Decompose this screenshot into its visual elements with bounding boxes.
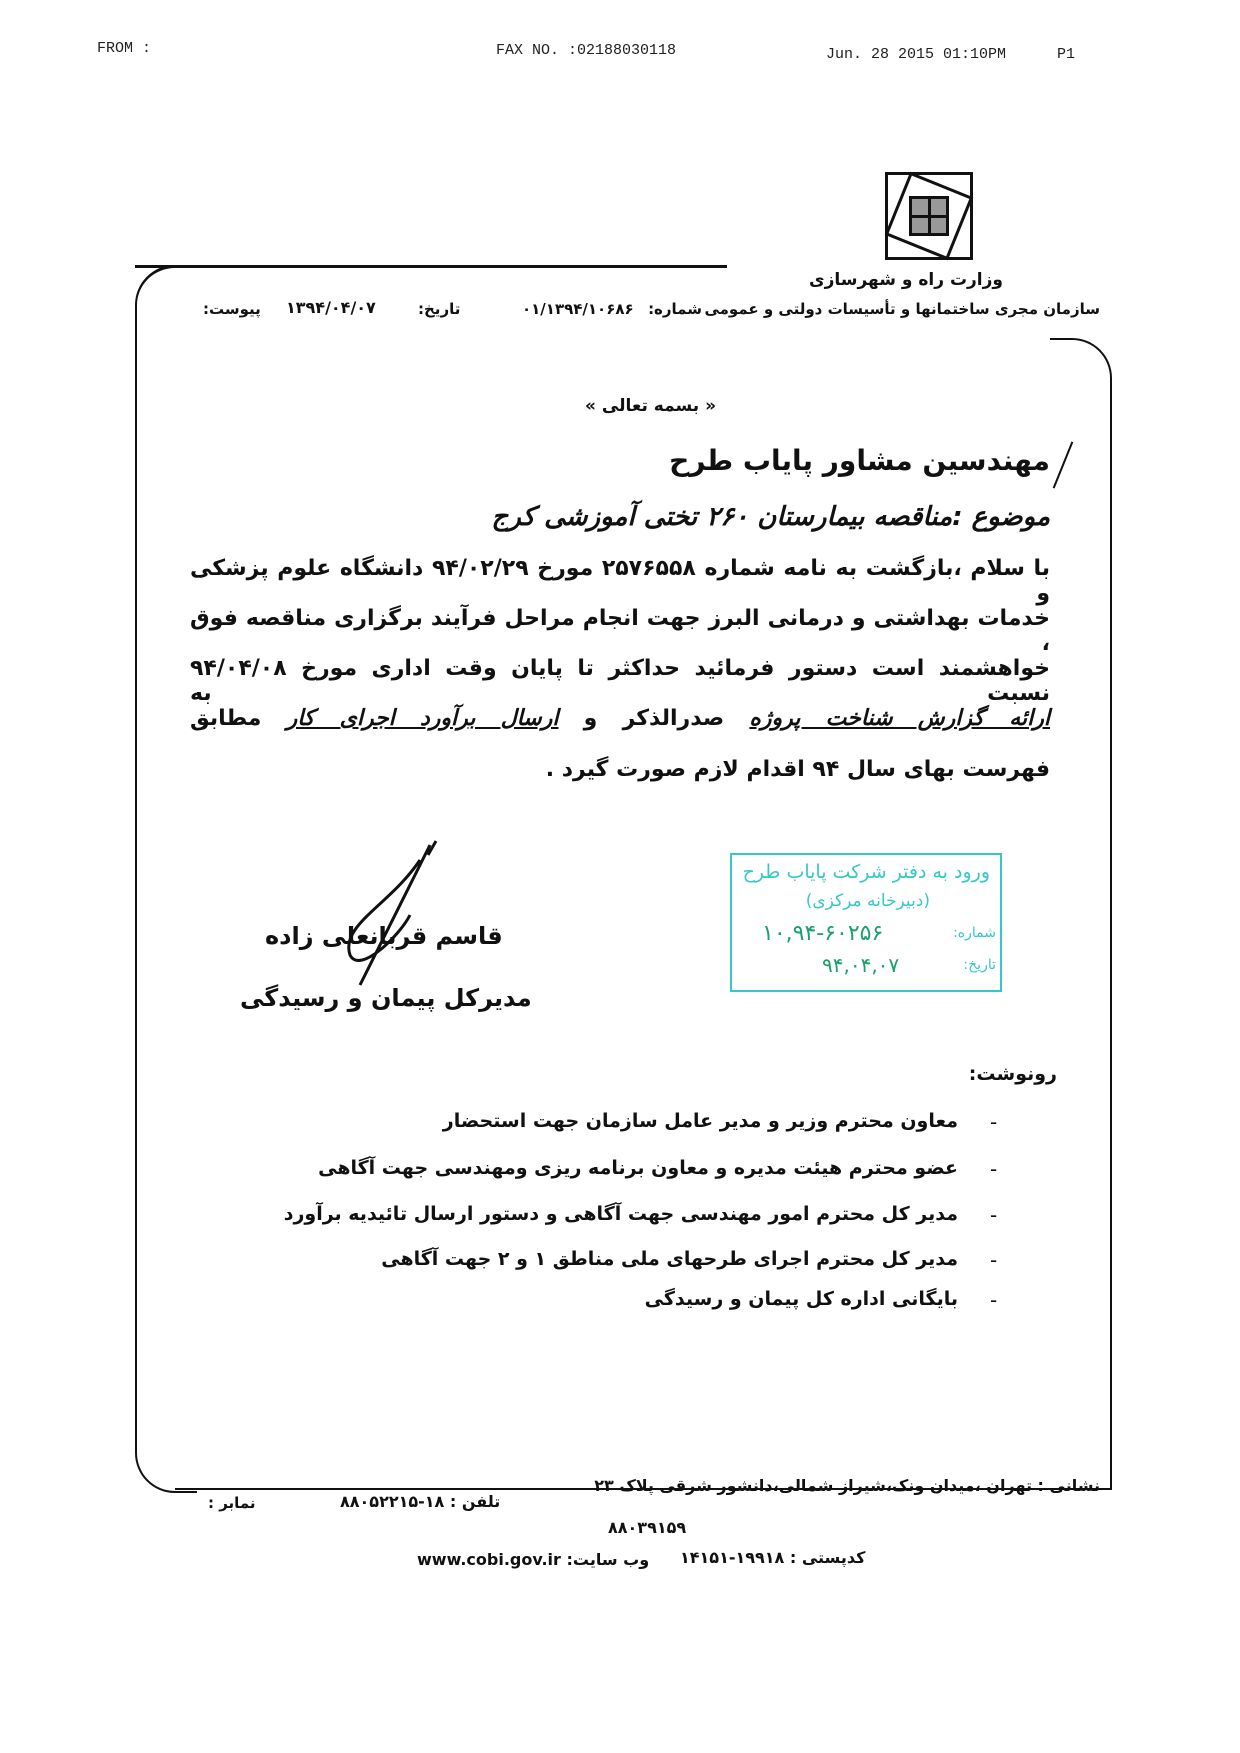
ministry-logo-icon — [885, 172, 973, 260]
organization-name: سازمان مجری ساختمانها و تأسیسات دولتی و عمومی — [704, 300, 1100, 318]
cc-item: مدیر کل محترم امور مهندسی جهت آگاهی و دستور ارسال تائیدیه برآورد — [283, 1203, 958, 1225]
cc-dash: - — [990, 1288, 998, 1312]
footer-fax-number: ۸۸۰۳۹۱۵۹ — [608, 1518, 687, 1537]
number-label: شماره: — [648, 300, 702, 318]
stamp-number-label: شماره: — [953, 925, 996, 941]
signatory-name: قاسم قربانعلی زاده — [265, 922, 503, 950]
cc-dash: - — [990, 1203, 998, 1227]
underlined-phrase-report: ارائه گزارش شناخت پروژه — [749, 706, 1050, 731]
body-line-5: فهرست بهای سال ۹۴ اقدام لازم صورت گیرد . — [545, 757, 1050, 782]
cc-dash: - — [990, 1110, 998, 1134]
cc-dash: - — [990, 1157, 998, 1181]
footer-website[interactable]: وب سایت: www.cobi.gov.ir — [417, 1550, 650, 1569]
stamp-date-label: تاریخ: — [963, 957, 996, 973]
cc-item: مدیر کل محترم اجرای طرحهای ملی مناطق ۱ و ۲ جهت آگاهی — [381, 1248, 958, 1270]
frame-right-line — [1050, 338, 1112, 1490]
letter-date: ۱۳۹۴/۰۴/۰۷ — [286, 298, 376, 317]
footer-fax-label: نمابر : — [208, 1494, 256, 1512]
date-label: تاریخ: — [418, 300, 461, 318]
letter-number: ۰۱/۱۳۹۴/۱۰۶۸۶ — [522, 300, 634, 318]
body-text: صدرالذکر و — [558, 706, 750, 731]
body-line-2: خدمات بهداشتی و درمانی البرز جهت انجام مراحل فرآیند برگزاری مناقصه فوق ، — [190, 606, 1050, 656]
body-line-1: با سلام ،بازگشت به نامه شماره ۲۵۷۶۵۵۸ مورخ ۹۴/۰۲/۲۹ دانشگاه علوم پزشکی و — [190, 556, 1050, 606]
stamp-date: ۹۴,۰۴,۰۷ — [822, 953, 900, 977]
fax-datetime: Jun. 28 2015 01:10PM — [826, 46, 1007, 63]
ministry-name: وزارت راه و شهرسازی — [808, 270, 1003, 290]
attachment-label: پیوست: — [203, 300, 261, 318]
subject: موضوع :مناقصه بیمارستان ۲۶۰ تختی آموزشی کرج — [491, 502, 1050, 532]
cc-dash: - — [990, 1248, 998, 1272]
fax-number: FAX NO. :02188030118 — [496, 42, 677, 59]
cc-item: عضو محترم هیئت مدیره و معاون برنامه ریزی ومهندسی جهت آگاهی — [318, 1157, 958, 1179]
body-line-4 — [190, 706, 1050, 731]
stamp-line-1: ورود به دفتر شرکت پایاب طرح — [742, 861, 990, 883]
cc-label: رونوشت: — [968, 1063, 1057, 1085]
footer-phone: تلفن : ۱۸-۸۸۰۵۲۲۱۵ — [340, 1492, 501, 1511]
underlined-phrase-estimate: ارسال برآورد اجرای کار — [286, 706, 559, 731]
signatory-title: مدیرکل پیمان و رسیدگی — [240, 984, 532, 1012]
body-line-3: خواهشمند است دستور فرمائید حداکثر تا پایان وقت اداری مورخ ۹۴/۰۴/۰۸ نسبت به — [190, 656, 1050, 706]
received-stamp — [730, 853, 1002, 992]
letter-frame — [135, 265, 197, 1493]
handwritten-signature-icon — [300, 835, 460, 1005]
cc-item: بایگانی اداره کل پیمان و رسیدگی — [644, 1288, 958, 1310]
body-text: مطابق — [190, 706, 287, 731]
frame-top-line — [135, 265, 727, 268]
cc-item: معاون محترم وزیر و مدیر عامل سازمان جهت استحضار — [442, 1110, 958, 1132]
footer-address: نشانی : تهران ،میدان ونک،شیراز شمالی،دانشور شرقی پلاک ۲۳ — [594, 1476, 1100, 1495]
fax-from: FROM : — [97, 40, 152, 57]
fax-page: P1 — [1057, 46, 1076, 63]
stamp-number: ۱۰,۹۴-۶۰۲۵۶ — [762, 921, 884, 946]
addressee: مهندسین مشاور پایاب طرح — [669, 444, 1050, 477]
invocation: « بسمه تعالی » — [585, 396, 717, 416]
footer-postal-code: کدپستی : ۱۹۹۱۸-۱۴۱۵۱ — [680, 1548, 866, 1567]
stamp-line-2: (دبیرخانه مرکزی) — [805, 891, 930, 911]
